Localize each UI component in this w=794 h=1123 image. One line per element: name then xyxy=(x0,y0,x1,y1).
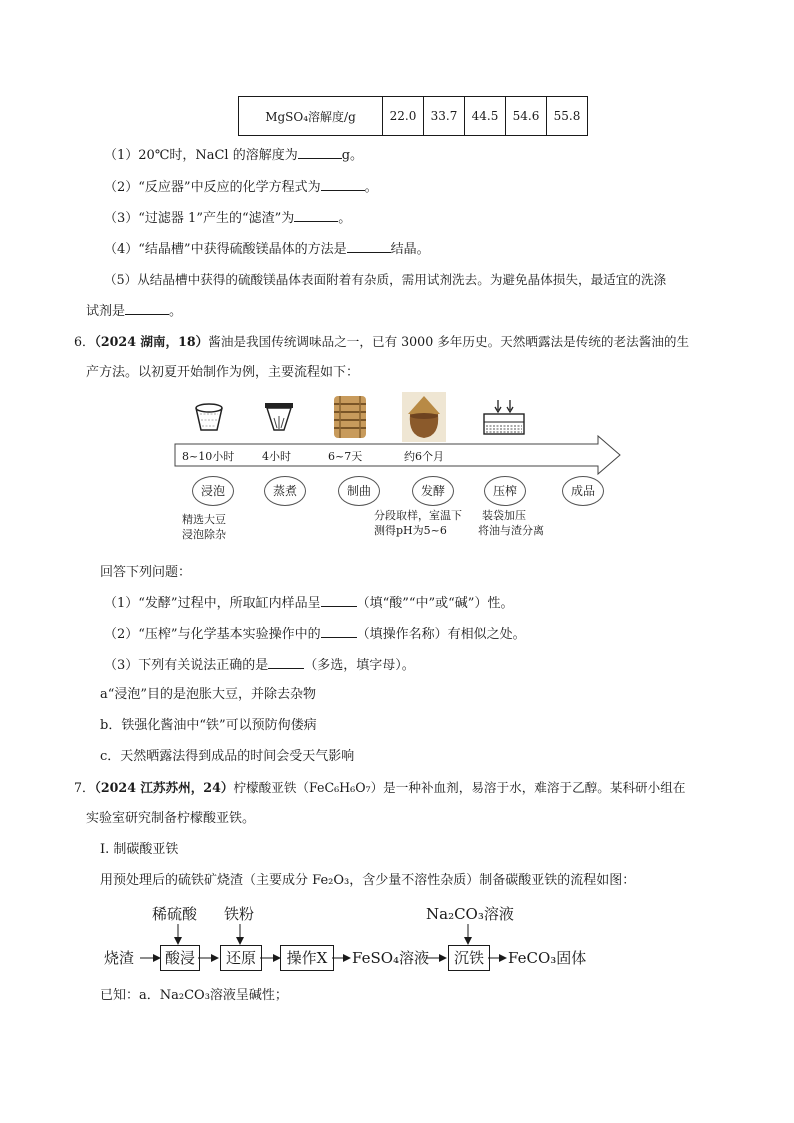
soy-sauce-process-diagram xyxy=(170,390,630,550)
flow-feso4-solution: FeSO₄溶液 xyxy=(352,949,430,967)
table-cell: 55.8 xyxy=(547,97,588,136)
step-ferment: 发酵 xyxy=(412,476,454,506)
step-press: 压榨 xyxy=(484,476,526,506)
solubility-table xyxy=(238,96,588,136)
note-press: 装袋加压 将油与渣分离 xyxy=(478,509,544,537)
flow-box-operation-x: 操作X xyxy=(280,945,334,971)
reagent-dilute-sulfuric-acid: 稀硫酸 xyxy=(152,905,198,923)
flow-start: 烧渣 xyxy=(104,949,135,967)
flow-box-reduction: 还原 xyxy=(220,945,262,971)
press-icon xyxy=(480,398,528,438)
step-steam: 蒸煮 xyxy=(264,476,306,506)
q6-sub-1: （1）“发酵”过程中，所取缸内样品呈 （填“酸”“中”或“碱”）性。 xyxy=(104,592,513,614)
process-arrow xyxy=(170,434,630,478)
answer-blank[interactable] xyxy=(298,144,342,159)
q5-item-5-cont: 试剂是 。 xyxy=(86,300,182,322)
q6-option-b: b．铁强化酱油中“铁”可以预防佝偻病 xyxy=(100,718,317,733)
reagent-sodium-carbonate: Na₂CO₃溶液 xyxy=(426,905,514,923)
q6-sub-2: （2）“压榨”与化学基本实验操作中的 （填操作名称）有相似之处。 xyxy=(104,623,526,645)
answer-blank[interactable] xyxy=(321,176,365,191)
q6-option-a: a“浸泡”目的是泡胀大豆，并除去杂物 xyxy=(100,687,317,702)
step-product: 成品 xyxy=(562,476,604,506)
q6-prompt: 回答下列问题： xyxy=(100,565,192,580)
feco3-flow-diagram xyxy=(100,902,700,982)
note-soak: 精选大豆 浸泡除杂 xyxy=(182,513,226,541)
table-header-cell: MgSO₄溶解度/g xyxy=(239,97,383,136)
table-row xyxy=(239,97,588,136)
answer-blank[interactable] xyxy=(321,623,357,638)
q7-intro: 实验室研究制备柠檬酸亚铁。 xyxy=(86,811,256,826)
duration-label: 6~7天 xyxy=(328,450,363,463)
q5-item-1: （1）20℃时，NaCl 的溶解度为 g。 xyxy=(104,144,363,166)
q6-option-c: c．天然晒露法得到成品的时间会受天气影响 xyxy=(100,749,355,764)
q6-heading: 6．（2024 湖南，18）酱油是我国传统调味品之一，已有 3000 多年历史。天然晒露法是传统的老法酱油的生 xyxy=(74,334,690,349)
flow-box-acid-leach: 酸浸 xyxy=(160,945,200,971)
answer-blank[interactable] xyxy=(294,207,338,222)
table-cell: 44.5 xyxy=(465,97,506,136)
table-cell: 33.7 xyxy=(424,97,465,136)
q7-description: 用预处理后的硫铁矿烧渣（主要成分 Fe₂O₃，含少量不溶性杂质）制备碳酸亚铁的流程如图： xyxy=(100,873,636,888)
q7-source: （2024 江苏苏州，24） xyxy=(94,780,234,795)
q5-item-3: （3）“过滤器 1”产生的“滤渣”为 。 xyxy=(104,207,351,229)
duration-label: 4小时 xyxy=(262,450,291,463)
q5-item-2: （2）“反应器”中反应的化学方程式为 。 xyxy=(104,176,378,198)
table-cell: 22.0 xyxy=(383,97,424,136)
q6-sub-3: （3）下列有关说法正确的是 （多选，填字母）。 xyxy=(104,654,415,676)
q7-heading: 7．（2024 江苏苏州，24）柠檬酸亚铁（FeC₆H₆O₇）是一种补血剂，易溶于水，难溶于乙醇。某科研小组在 xyxy=(74,780,686,795)
q5-item-5: （5）从结晶槽中获得的硫酸镁晶体表面附着有杂质，需用试剂洗去。为避免晶体损失，最适宜的洗涤 xyxy=(104,272,667,287)
q6-intro: 产方法。以初夏开始制作为例，主要流程如下： xyxy=(86,365,360,380)
duration-label: 8~10小时 xyxy=(182,450,235,463)
q6-source: （2024 湖南，18） xyxy=(94,334,209,349)
steamer-funnel-icon xyxy=(262,400,296,436)
note-ferment: 分段取样，室温下 测得pH为5~6 xyxy=(374,509,462,537)
answer-blank[interactable] xyxy=(268,654,304,669)
answer-blank[interactable] xyxy=(321,592,357,607)
answer-blank[interactable] xyxy=(125,300,169,315)
q5-item-4: （4）“结晶槽”中获得硫酸镁晶体的方法是 结晶。 xyxy=(104,238,430,260)
answer-blank[interactable] xyxy=(347,238,391,253)
q7-known: 已知：a．Na₂CO₃溶液呈碱性； xyxy=(100,988,288,1003)
reagent-iron-powder: 铁粉 xyxy=(224,905,255,923)
step-soak: 浸泡 xyxy=(192,476,234,506)
q7-section-title: Ⅰ. 制碳酸亚铁 xyxy=(100,842,179,857)
flow-end-product: FeCO₃固体 xyxy=(508,949,587,967)
duration-label: 约6个月 xyxy=(404,450,444,463)
soaking-basket-icon xyxy=(192,402,226,434)
flow-box-precipitation: 沉铁 xyxy=(448,945,490,971)
table-cell: 54.6 xyxy=(506,97,547,136)
step-koji: 制曲 xyxy=(338,476,380,506)
